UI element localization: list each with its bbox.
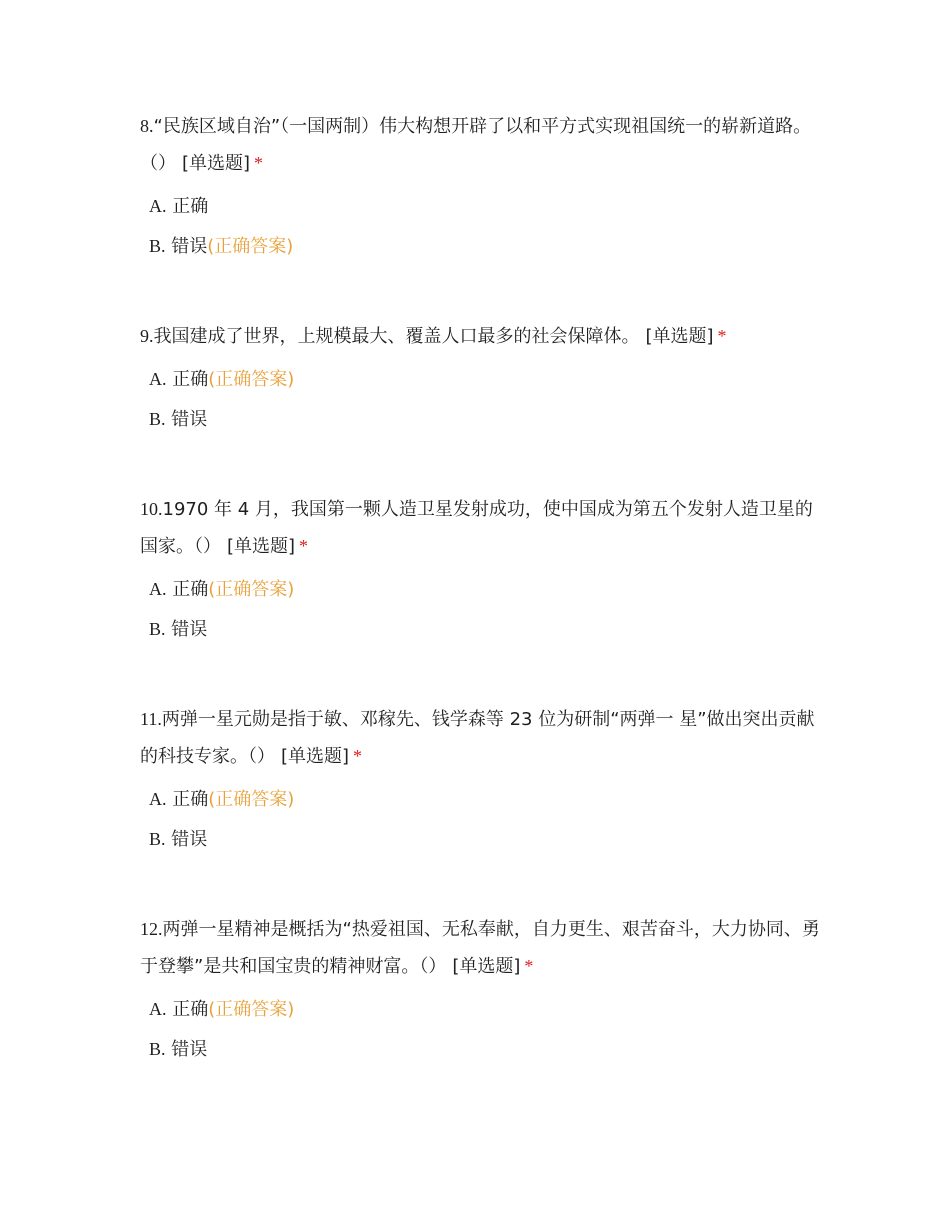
option-a[interactable] bbox=[149, 186, 820, 226]
option-b[interactable] bbox=[149, 609, 820, 649]
options-list bbox=[140, 359, 820, 439]
required-mark: * bbox=[254, 153, 264, 173]
required-mark: * bbox=[524, 956, 534, 976]
option-a[interactable] bbox=[149, 569, 820, 609]
option-text: 正确 bbox=[172, 999, 209, 1020]
option-a[interactable] bbox=[149, 779, 820, 819]
option-text: 正确 bbox=[172, 579, 209, 600]
correct-answer-tag: (正确答案) bbox=[207, 236, 294, 257]
question-text: 1970 年 4 月，我国第一颗人造卫星发射成功，使中国成为第五个发射人造卫星的国家。（） bbox=[140, 499, 813, 557]
question-number: 12. bbox=[140, 919, 163, 939]
option-text: 错误 bbox=[171, 1039, 208, 1060]
required-mark: * bbox=[353, 746, 363, 766]
option-b[interactable] bbox=[149, 1029, 820, 1069]
option-letter: B. bbox=[149, 619, 166, 639]
question-title bbox=[140, 108, 820, 182]
question-number: 10. bbox=[140, 499, 163, 519]
question-type-label: [单选题] bbox=[182, 153, 251, 174]
option-text: 错误 bbox=[171, 829, 208, 850]
question-10 bbox=[140, 491, 820, 649]
option-text: 错误 bbox=[171, 236, 208, 257]
question-12 bbox=[140, 911, 820, 1069]
question-type-label: [单选题] bbox=[645, 326, 714, 347]
question-type-label: [单选题] bbox=[452, 956, 521, 977]
option-letter: A. bbox=[149, 196, 167, 216]
option-a[interactable] bbox=[149, 989, 820, 1029]
required-mark: * bbox=[299, 536, 309, 556]
correct-answer-tag: (正确答案) bbox=[208, 579, 295, 600]
options-list bbox=[140, 989, 820, 1069]
options-list bbox=[140, 779, 820, 859]
correct-answer-tag: (正确答案) bbox=[208, 999, 295, 1020]
question-title bbox=[140, 911, 820, 985]
question-type-label: [单选题] bbox=[227, 536, 296, 557]
correct-answer-tag: (正确答案) bbox=[208, 369, 295, 390]
question-11 bbox=[140, 701, 820, 859]
question-title bbox=[140, 318, 820, 355]
option-text: 正确 bbox=[172, 369, 209, 390]
correct-answer-tag: (正确答案) bbox=[208, 789, 295, 810]
question-text: 我国建成了世界，上规模最大、覆盖人口最多的社会保障体。 bbox=[153, 326, 640, 347]
option-b[interactable] bbox=[149, 226, 820, 266]
question-8 bbox=[140, 108, 820, 266]
question-number: 8. bbox=[140, 116, 154, 136]
option-letter: A. bbox=[149, 789, 167, 809]
option-letter: A. bbox=[149, 369, 167, 389]
quiz-page bbox=[140, 108, 820, 1121]
option-letter: B. bbox=[149, 1039, 166, 1059]
question-number: 9. bbox=[140, 326, 154, 346]
options-list bbox=[140, 569, 820, 649]
option-text: 正确 bbox=[172, 789, 209, 810]
option-letter: B. bbox=[149, 409, 166, 429]
option-a[interactable] bbox=[149, 359, 820, 399]
question-text: 两弹一星精神是概括为“热爱祖国、无私奉献，自力更生、艰苦奋斗，大力协同、勇于登攀”是共和国宝贵的精神财富。（） bbox=[140, 919, 820, 977]
question-type-label: [单选题] bbox=[281, 746, 350, 767]
option-text: 正确 bbox=[172, 196, 209, 217]
option-letter: A. bbox=[149, 999, 167, 1019]
question-title bbox=[140, 491, 820, 565]
question-number: 11. bbox=[140, 709, 162, 729]
question-text: 两弹一星元勋是指于敏、邓稼先、钱学森等 23 位为研制“两弹一 星”做出突出贡献的科技专家。（） bbox=[140, 709, 815, 767]
question-9 bbox=[140, 318, 820, 439]
option-letter: A. bbox=[149, 579, 167, 599]
option-b[interactable] bbox=[149, 819, 820, 859]
options-list bbox=[140, 186, 820, 266]
option-text: 错误 bbox=[171, 409, 208, 430]
option-letter: B. bbox=[149, 829, 166, 849]
option-letter: B. bbox=[149, 236, 166, 256]
question-title bbox=[140, 701, 820, 775]
option-text: 错误 bbox=[171, 619, 208, 640]
required-mark: * bbox=[717, 326, 727, 346]
option-b[interactable] bbox=[149, 399, 820, 439]
question-text: “民族区域自治”（一国两制）伟大构想开辟了以和平方式实现祖国统一的崭新道路。（） bbox=[140, 116, 812, 174]
